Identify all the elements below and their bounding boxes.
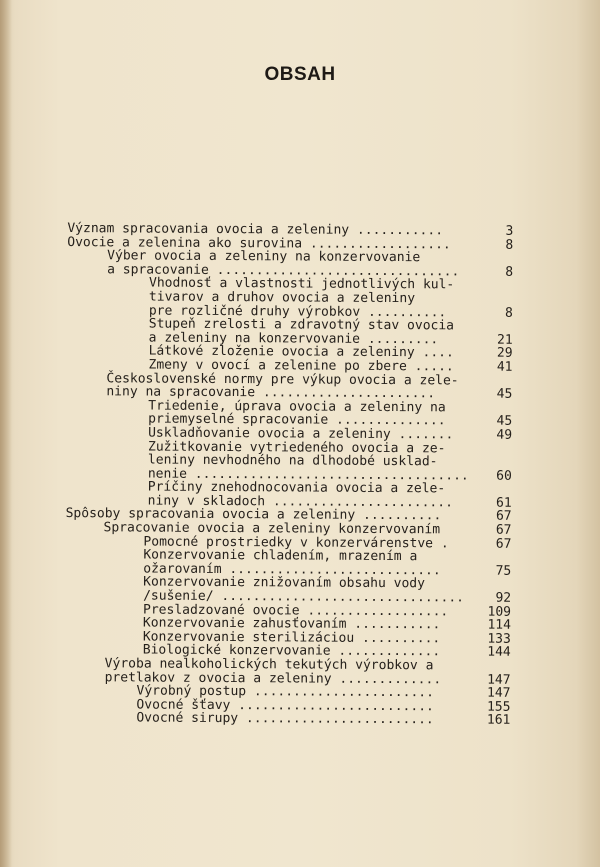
toc-entry-text: pre rozličné druhy výrobkov .......... [148, 303, 447, 320]
toc-page-number: 45 [496, 386, 513, 402]
toc-entry-text: Výber ovocia a zeleniny na konzervovanie [107, 248, 421, 266]
toc-entry-text: Zužitkovanie vytriedeného ovocia a ze- [147, 439, 446, 456]
toc-entry-text: Biologické konzervovanie ............. [142, 642, 441, 660]
toc-page-number: 8 [505, 237, 514, 253]
toc-entry-text: tivarov a druhov ovocia a zeleniny [148, 289, 416, 307]
toc-entry-text: Ovocné šťavy ......................... [136, 697, 434, 715]
toc-entry-text: Spôsoby spracovania ovocia a zeleniny .......... [65, 506, 442, 524]
toc-page-number: 155 [486, 699, 511, 715]
toc-page-number: 144 [487, 645, 511, 661]
toc-entry-text: Výrobný postup ....................... [136, 683, 435, 701]
toc-page-number: 29 [496, 346, 513, 362]
toc-entry-text: Príčiny znehodnocovania ovocia a zele- [147, 479, 446, 497]
toc-entry-text: Československé normy pre výkup ovocia a zele- [106, 370, 459, 388]
toc-page-number: 60 [496, 468, 512, 484]
toc-entry-text: nenie ................................... [147, 466, 469, 484]
toc-entry-text: Konzervovanie sterilizáciou .......... [142, 629, 441, 647]
toc-entry-text: a spracovanie ............................... [107, 262, 460, 280]
toc-entry-text: Konzervovanie chladením, mrazením a [143, 547, 418, 565]
toc-page-number: 49 [496, 427, 513, 443]
toc-page-number: 92 [495, 590, 512, 606]
toc-entry-text: Triedenie, úprava ovocia a zeleniny na [148, 398, 446, 416]
toc-page-number: 3 [505, 223, 514, 239]
toc-entry-text: pretlakov z ovocia a zeleniny ............. [104, 669, 442, 687]
toc-entry-text: /sušenie/ ............................... [143, 588, 465, 606]
toc-entry-text: Vhodnosť a vlastnosti jednotlivých kul- [148, 275, 455, 293]
toc-entry-text: niny na spracovanie ...................... [106, 384, 436, 402]
toc-entry-text: Presladzované ovocie .................. [142, 602, 449, 619]
toc-entry-text: Konzervovanie zahusťovaním ........... [142, 615, 441, 633]
toc-entry-text: leniny nevhodného na dlhodobé usklad- [147, 452, 438, 470]
toc-page-number: 67 [495, 522, 512, 538]
toc-page-number: 147 [487, 672, 511, 688]
toc-entry-text: Pomocné prostriedky v konzervárenstve . [143, 534, 449, 552]
toc-entry-text: Výroba nealkoholických tekutých výrobkov a [104, 656, 434, 674]
toc-page-number: 67 [495, 536, 512, 552]
toc-entry-text: Ovocné sirupy ........................ [136, 710, 434, 728]
toc-page-number: 61 [495, 495, 512, 511]
toc-entry-text: Význam spracovania ovocia a zeleniny ........... [67, 221, 444, 239]
page-title: OBSAH [264, 64, 336, 85]
toc-entry-text: priemyselné spracovanie .............. [148, 411, 446, 429]
toc-entry-text: Stupeň zrelosti a zdravotný stav ovocia [148, 316, 455, 334]
toc-entry-text: Spracovanie ovocia a zeleniny konzervovaním [103, 520, 441, 538]
toc-page-number: 8 [504, 305, 513, 321]
toc-page-number: 67 [495, 509, 512, 525]
toc-page-number: 8 [505, 264, 514, 280]
toc-entry-text: a zeleniny na konzervovanie ......... [148, 330, 439, 348]
table-of-contents [0, 222, 600, 729]
toc-page-number: 161 [486, 712, 511, 729]
toc-page-number: 114 [487, 617, 511, 633]
toc-entry-text: Uskladňovanie ovocia a zeleniny ....... [148, 425, 454, 443]
toc-entry-text: niny v skladoch ....................... [147, 493, 453, 511]
toc-entry-text: Látkové zloženie ovocia a zeleniny .... [148, 343, 454, 361]
toc-entry-text: Zmeny v ovocí a zelenine po zbere ..... [148, 357, 454, 375]
toc-page-number: 75 [495, 563, 512, 579]
toc-page-number: 41 [496, 359, 513, 375]
toc-entry-text: Ovocie a zelenina ako surovina .................. [67, 234, 451, 252]
toc-entry [0, 711, 598, 728]
toc-entry-text: Konzervovanie znižovaním obsahu vody [143, 574, 426, 592]
toc-page-number: 109 [487, 604, 512, 620]
toc-page-number: 147 [487, 685, 511, 701]
toc-page-number: 45 [496, 413, 513, 430]
toc-page-number: 133 [487, 631, 511, 647]
toc-entry-text: ožarovaním ........................... [143, 561, 441, 579]
toc-page-number: 21 [496, 332, 513, 348]
